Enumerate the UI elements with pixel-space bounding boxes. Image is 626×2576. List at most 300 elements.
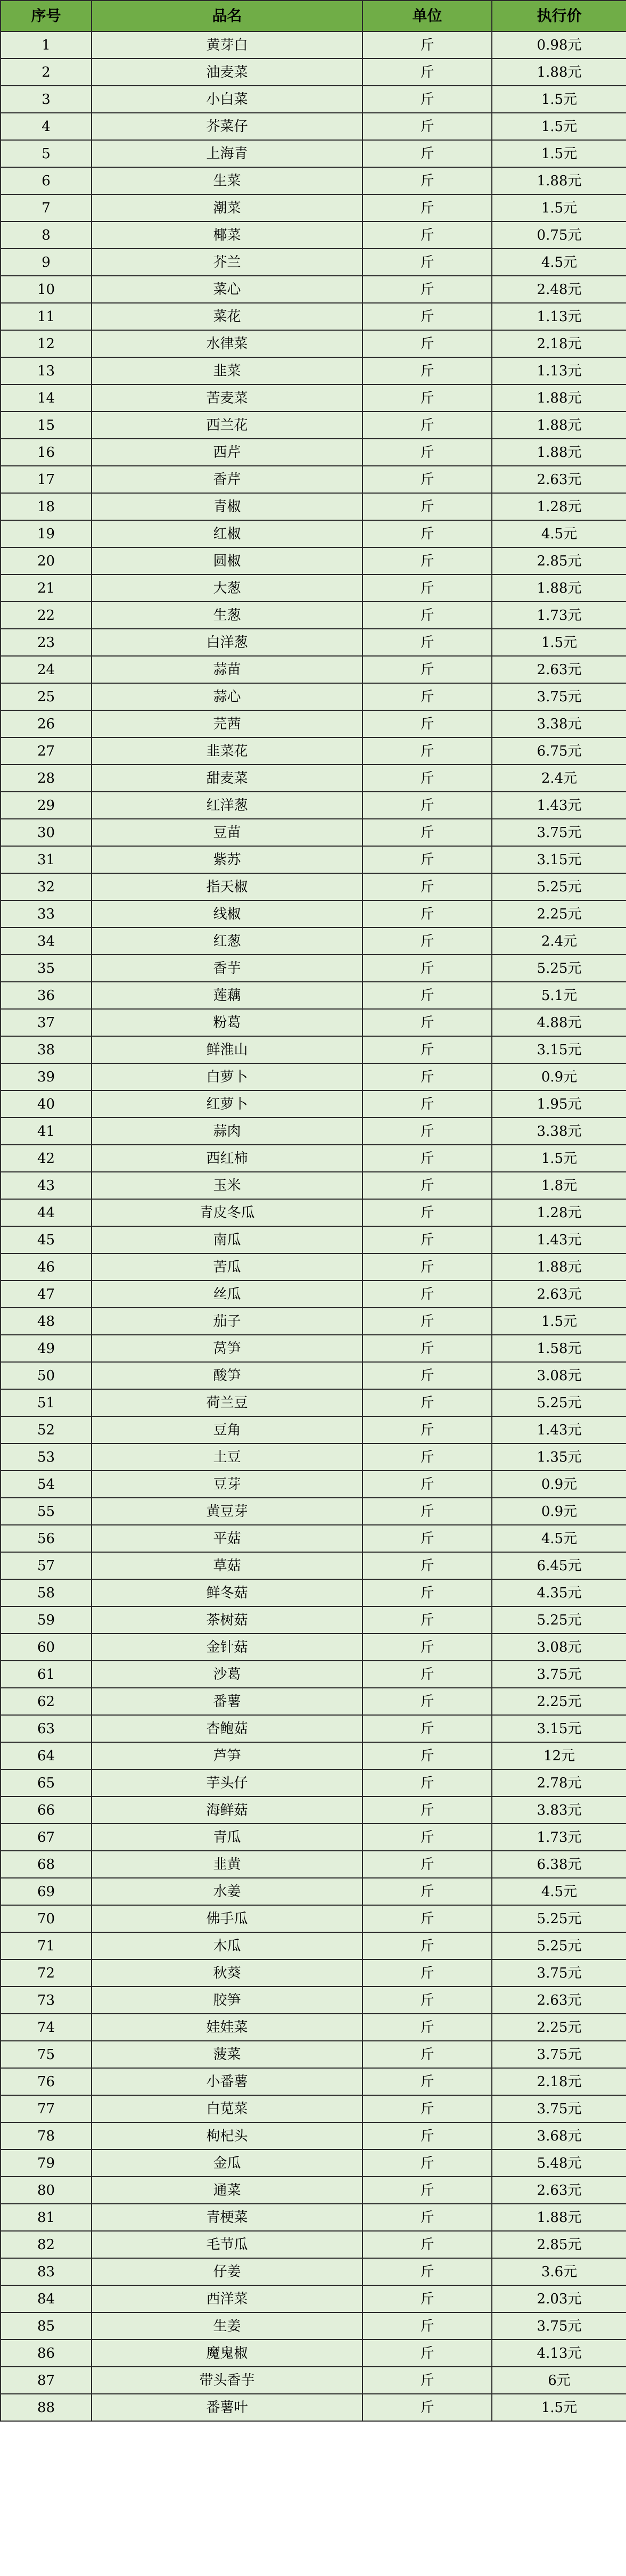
table-row: [1, 2258, 626, 2285]
cell-name: 金针菇: [92, 1634, 363, 1661]
cell-price: 0.9元: [492, 1498, 626, 1525]
cell-name: 生姜: [92, 2312, 363, 2340]
cell-unit: 斤: [363, 1688, 492, 1715]
cell-price: 3.08元: [492, 1634, 626, 1661]
cell-unit: 斤: [363, 1172, 492, 1199]
cell-price: 5.25元: [492, 1932, 626, 1959]
cell-price: 0.9元: [492, 1471, 626, 1498]
cell-index: 17: [1, 466, 92, 493]
table-row: [1, 2150, 626, 2177]
cell-price: 3.15元: [492, 1036, 626, 1063]
cell-unit: 斤: [363, 2312, 492, 2340]
table-row: [1, 1769, 626, 1796]
cell-name: 土豆: [92, 1443, 363, 1471]
cell-name: 沙葛: [92, 1661, 363, 1688]
cell-unit: 斤: [363, 846, 492, 873]
cell-unit: 斤: [363, 710, 492, 737]
cell-name: 西洋菜: [92, 2285, 363, 2312]
cell-price: 1.5元: [492, 194, 626, 221]
table-row: [1, 928, 626, 955]
cell-name: 草菇: [92, 1552, 363, 1579]
cell-index: 12: [1, 330, 92, 357]
header-name: 品名: [92, 1, 363, 31]
table-row: [1, 493, 626, 520]
table-row: [1, 1199, 626, 1226]
table-row: [1, 140, 626, 167]
cell-price: 2.4元: [492, 765, 626, 792]
cell-index: 27: [1, 737, 92, 765]
table-row: [1, 1281, 626, 1308]
cell-index: 41: [1, 1118, 92, 1145]
cell-index: 43: [1, 1172, 92, 1199]
cell-name: 玉米: [92, 1172, 363, 1199]
cell-unit: 斤: [363, 656, 492, 683]
cell-price: 1.5元: [492, 1308, 626, 1335]
cell-index: 39: [1, 1063, 92, 1090]
table-row: [1, 86, 626, 113]
cell-name: 荷兰豆: [92, 1389, 363, 1416]
cell-price: 6.75元: [492, 737, 626, 765]
cell-price: 1.28元: [492, 493, 626, 520]
cell-name: 青瓜: [92, 1824, 363, 1851]
cell-index: 26: [1, 710, 92, 737]
table-row: [1, 683, 626, 710]
cell-name: 番薯叶: [92, 2394, 363, 2421]
table-row: [1, 765, 626, 792]
cell-name: 圆椒: [92, 547, 363, 575]
table-row: [1, 2014, 626, 2041]
cell-name: 佛手瓜: [92, 1905, 363, 1932]
cell-index: 66: [1, 1796, 92, 1824]
cell-index: 20: [1, 547, 92, 575]
cell-name: 苦麦菜: [92, 384, 363, 412]
cell-index: 59: [1, 1606, 92, 1634]
cell-name: 海鲜菇: [92, 1796, 363, 1824]
cell-unit: 斤: [363, 1878, 492, 1905]
cell-name: 枸杞头: [92, 2122, 363, 2150]
cell-name: 蒜心: [92, 683, 363, 710]
cell-unit: 斤: [363, 1471, 492, 1498]
cell-index: 58: [1, 1579, 92, 1606]
table-row: [1, 330, 626, 357]
cell-name: 杏鲍菇: [92, 1715, 363, 1742]
table-row: [1, 1688, 626, 1715]
table-row: [1, 2394, 626, 2421]
table-row: [1, 520, 626, 547]
cell-index: 56: [1, 1525, 92, 1552]
cell-name: 芥菜仔: [92, 113, 363, 140]
table-row: [1, 1661, 626, 1688]
cell-name: 胶笋: [92, 1987, 363, 2014]
cell-name: 红洋葱: [92, 792, 363, 819]
table-row: [1, 303, 626, 330]
cell-index: 36: [1, 982, 92, 1009]
cell-name: 香芋: [92, 955, 363, 982]
cell-name: 蒜肉: [92, 1118, 363, 1145]
cell-price: 3.75元: [492, 2312, 626, 2340]
table-row: [1, 1905, 626, 1932]
table-row: [1, 357, 626, 384]
cell-index: 81: [1, 2204, 92, 2231]
cell-name: 白萝卜: [92, 1063, 363, 1090]
cell-index: 85: [1, 2312, 92, 2340]
table-row: [1, 59, 626, 86]
cell-name: 青皮冬瓜: [92, 1199, 363, 1226]
cell-index: 46: [1, 1253, 92, 1281]
table-row: [1, 1715, 626, 1742]
cell-unit: 斤: [363, 59, 492, 86]
cell-name: 平菇: [92, 1525, 363, 1552]
cell-name: 黄芽白: [92, 31, 363, 59]
cell-unit: 斤: [363, 1552, 492, 1579]
cell-unit: 斤: [363, 1118, 492, 1145]
cell-name: 水姜: [92, 1878, 363, 1905]
cell-price: 4.35元: [492, 1579, 626, 1606]
table-row: [1, 1063, 626, 1090]
table-row: [1, 1118, 626, 1145]
cell-index: 13: [1, 357, 92, 384]
table-row: [1, 2068, 626, 2095]
table-row: [1, 31, 626, 59]
table-row: [1, 167, 626, 194]
cell-price: 1.88元: [492, 1253, 626, 1281]
cell-unit: 斤: [363, 1226, 492, 1253]
cell-price: 3.15元: [492, 1715, 626, 1742]
cell-unit: 斤: [363, 1498, 492, 1525]
cell-price: 1.73元: [492, 1824, 626, 1851]
cell-name: 白洋葱: [92, 629, 363, 656]
table-row: [1, 1552, 626, 1579]
table-row: [1, 1851, 626, 1878]
cell-index: 76: [1, 2068, 92, 2095]
cell-price: 3.83元: [492, 1796, 626, 1824]
table-row: [1, 1987, 626, 2014]
table-row: [1, 1796, 626, 1824]
cell-unit: 斤: [363, 113, 492, 140]
cell-index: 4: [1, 113, 92, 140]
header-unit: 单位: [363, 1, 492, 31]
cell-name: 甜麦菜: [92, 765, 363, 792]
cell-name: 莲藕: [92, 982, 363, 1009]
cell-name: 木瓜: [92, 1932, 363, 1959]
table-row: [1, 900, 626, 928]
cell-index: 74: [1, 2014, 92, 2041]
cell-unit: 斤: [363, 1063, 492, 1090]
cell-price: 1.43元: [492, 1416, 626, 1443]
table-row: [1, 2231, 626, 2258]
cell-price: 3.38元: [492, 710, 626, 737]
cell-name: 鲜淮山: [92, 1036, 363, 1063]
cell-unit: 斤: [363, 384, 492, 412]
cell-unit: 斤: [363, 1090, 492, 1118]
table-row: [1, 1335, 626, 1362]
table-row: [1, 1362, 626, 1389]
cell-index: 65: [1, 1769, 92, 1796]
cell-name: 韭菜: [92, 357, 363, 384]
cell-index: 18: [1, 493, 92, 520]
cell-unit: 斤: [363, 2095, 492, 2122]
cell-price: 2.25元: [492, 1688, 626, 1715]
cell-price: 3.08元: [492, 1362, 626, 1389]
cell-price: 1.43元: [492, 1226, 626, 1253]
cell-name: 油麦菜: [92, 59, 363, 86]
cell-unit: 斤: [363, 357, 492, 384]
cell-price: 2.4元: [492, 928, 626, 955]
cell-name: 茶树菇: [92, 1606, 363, 1634]
cell-index: 51: [1, 1389, 92, 1416]
table-row: [1, 2177, 626, 2204]
cell-price: 3.15元: [492, 846, 626, 873]
cell-index: 15: [1, 412, 92, 439]
cell-index: 55: [1, 1498, 92, 1525]
cell-name: 菜心: [92, 276, 363, 303]
cell-unit: 斤: [363, 873, 492, 900]
table-row: [1, 412, 626, 439]
cell-price: 0.75元: [492, 221, 626, 249]
cell-unit: 斤: [363, 1525, 492, 1552]
cell-price: 3.38元: [492, 1118, 626, 1145]
table-row: [1, 384, 626, 412]
table-row: [1, 656, 626, 683]
cell-name: 红葱: [92, 928, 363, 955]
cell-price: 1.88元: [492, 412, 626, 439]
cell-price: 6.45元: [492, 1552, 626, 1579]
cell-price: 1.88元: [492, 59, 626, 86]
table-row: [1, 1090, 626, 1118]
cell-unit: 斤: [363, 982, 492, 1009]
cell-name: 南瓜: [92, 1226, 363, 1253]
cell-name: 带头香芋: [92, 2367, 363, 2394]
cell-name: 水律菜: [92, 330, 363, 357]
cell-index: 84: [1, 2285, 92, 2312]
cell-unit: 斤: [363, 2285, 492, 2312]
cell-unit: 斤: [363, 575, 492, 602]
cell-price: 3.75元: [492, 1661, 626, 1688]
table-row: [1, 1226, 626, 1253]
cell-price: 1.88元: [492, 384, 626, 412]
table-row: [1, 2367, 626, 2394]
cell-name: 红萝卜: [92, 1090, 363, 1118]
cell-unit: 斤: [363, 629, 492, 656]
cell-unit: 斤: [363, 1959, 492, 1987]
cell-unit: 斤: [363, 683, 492, 710]
cell-name: 小番薯: [92, 2068, 363, 2095]
cell-name: 芥兰: [92, 249, 363, 276]
cell-unit: 斤: [363, 493, 492, 520]
cell-index: 1: [1, 31, 92, 59]
cell-price: 1.35元: [492, 1443, 626, 1471]
cell-name: 青椒: [92, 493, 363, 520]
cell-index: 42: [1, 1145, 92, 1172]
table-row: [1, 955, 626, 982]
cell-unit: 斤: [363, 602, 492, 629]
cell-price: 3.75元: [492, 1959, 626, 1987]
cell-price: 2.63元: [492, 1987, 626, 2014]
cell-index: 5: [1, 140, 92, 167]
table-row: [1, 1443, 626, 1471]
cell-index: 71: [1, 1932, 92, 1959]
table-row: [1, 1742, 626, 1769]
cell-index: 40: [1, 1090, 92, 1118]
cell-unit: 斤: [363, 1905, 492, 1932]
cell-index: 75: [1, 2041, 92, 2068]
cell-price: 2.03元: [492, 2285, 626, 2312]
cell-price: 2.85元: [492, 2231, 626, 2258]
cell-unit: 斤: [363, 1579, 492, 1606]
cell-index: 25: [1, 683, 92, 710]
cell-price: 5.25元: [492, 1606, 626, 1634]
table-row: [1, 1145, 626, 1172]
cell-unit: 斤: [363, 466, 492, 493]
cell-unit: 斤: [363, 955, 492, 982]
cell-unit: 斤: [363, 140, 492, 167]
cell-price: 2.25元: [492, 900, 626, 928]
cell-index: 35: [1, 955, 92, 982]
cell-index: 77: [1, 2095, 92, 2122]
cell-price: 1.88元: [492, 2204, 626, 2231]
cell-unit: 斤: [363, 2340, 492, 2367]
cell-name: 豆角: [92, 1416, 363, 1443]
table-row: [1, 1959, 626, 1987]
cell-price: 4.88元: [492, 1009, 626, 1036]
cell-index: 28: [1, 765, 92, 792]
cell-name: 蒜苗: [92, 656, 363, 683]
cell-price: 2.48元: [492, 276, 626, 303]
cell-index: 57: [1, 1552, 92, 1579]
table-row: [1, 873, 626, 900]
cell-unit: 斤: [363, 1362, 492, 1389]
cell-unit: 斤: [363, 2258, 492, 2285]
cell-unit: 斤: [363, 31, 492, 59]
cell-price: 1.73元: [492, 602, 626, 629]
cell-price: 2.18元: [492, 2068, 626, 2095]
cell-unit: 斤: [363, 2367, 492, 2394]
cell-unit: 斤: [363, 1606, 492, 1634]
table-row: [1, 1525, 626, 1552]
cell-unit: 斤: [363, 249, 492, 276]
table-row: [1, 629, 626, 656]
cell-name: 指天椒: [92, 873, 363, 900]
cell-price: 2.18元: [492, 330, 626, 357]
cell-index: 10: [1, 276, 92, 303]
cell-name: 红椒: [92, 520, 363, 547]
table-row: [1, 1579, 626, 1606]
cell-unit: 斤: [363, 2204, 492, 2231]
cell-name: 芫茜: [92, 710, 363, 737]
cell-name: 通菜: [92, 2177, 363, 2204]
cell-unit: 斤: [363, 2177, 492, 2204]
cell-price: 5.1元: [492, 982, 626, 1009]
cell-unit: 斤: [363, 1742, 492, 1769]
table-row: [1, 1389, 626, 1416]
cell-index: 16: [1, 439, 92, 466]
table-row: [1, 113, 626, 140]
cell-index: 37: [1, 1009, 92, 1036]
cell-index: 82: [1, 2231, 92, 2258]
cell-price: 3.6元: [492, 2258, 626, 2285]
cell-name: 豆苗: [92, 819, 363, 846]
cell-name: 韭菜花: [92, 737, 363, 765]
cell-price: 1.43元: [492, 792, 626, 819]
cell-name: 香芹: [92, 466, 363, 493]
table-row: [1, 819, 626, 846]
cell-unit: 斤: [363, 1715, 492, 1742]
table-row: [1, 1172, 626, 1199]
cell-unit: 斤: [363, 1281, 492, 1308]
cell-unit: 斤: [363, 1253, 492, 1281]
cell-unit: 斤: [363, 2068, 492, 2095]
cell-index: 79: [1, 2150, 92, 2177]
cell-unit: 斤: [363, 819, 492, 846]
table-row: [1, 575, 626, 602]
cell-index: 86: [1, 2340, 92, 2367]
cell-price: 3.68元: [492, 2122, 626, 2150]
cell-price: 12元: [492, 1742, 626, 1769]
cell-unit: 斤: [363, 928, 492, 955]
cell-name: 仔姜: [92, 2258, 363, 2285]
cell-index: 60: [1, 1634, 92, 1661]
cell-index: 48: [1, 1308, 92, 1335]
table-row: [1, 249, 626, 276]
table-row: [1, 2340, 626, 2367]
cell-unit: 斤: [363, 520, 492, 547]
cell-price: 4.5元: [492, 249, 626, 276]
cell-unit: 斤: [363, 1335, 492, 1362]
table-row: [1, 1036, 626, 1063]
cell-price: 1.5元: [492, 1145, 626, 1172]
table-row: [1, 2122, 626, 2150]
cell-name: 上海青: [92, 140, 363, 167]
cell-price: 3.75元: [492, 819, 626, 846]
cell-name: 椰菜: [92, 221, 363, 249]
cell-unit: 斤: [363, 2394, 492, 2421]
cell-price: 2.85元: [492, 547, 626, 575]
cell-name: 西兰花: [92, 412, 363, 439]
cell-unit: 斤: [363, 900, 492, 928]
cell-name: 生菜: [92, 167, 363, 194]
cell-unit: 斤: [363, 1389, 492, 1416]
table-row: [1, 221, 626, 249]
cell-unit: 斤: [363, 1932, 492, 1959]
cell-name: 金瓜: [92, 2150, 363, 2177]
cell-index: 34: [1, 928, 92, 955]
cell-price: 1.5元: [492, 140, 626, 167]
cell-name: 小白菜: [92, 86, 363, 113]
cell-unit: 斤: [363, 1824, 492, 1851]
table-row: [1, 1416, 626, 1443]
cell-index: 87: [1, 2367, 92, 2394]
table-row: [1, 1009, 626, 1036]
cell-price: 6.38元: [492, 1851, 626, 1878]
cell-name: 线椒: [92, 900, 363, 928]
table-row: [1, 1932, 626, 1959]
cell-price: 1.5元: [492, 113, 626, 140]
cell-name: 毛节瓜: [92, 2231, 363, 2258]
cell-unit: 斤: [363, 1199, 492, 1226]
cell-index: 44: [1, 1199, 92, 1226]
cell-unit: 斤: [363, 1145, 492, 1172]
table-row: [1, 439, 626, 466]
cell-price: 4.5元: [492, 1878, 626, 1905]
cell-index: 50: [1, 1362, 92, 1389]
table-row: [1, 276, 626, 303]
cell-name: 魔鬼椒: [92, 2340, 363, 2367]
cell-price: 1.5元: [492, 86, 626, 113]
cell-index: 9: [1, 249, 92, 276]
cell-name: 西红柿: [92, 1145, 363, 1172]
cell-unit: 斤: [363, 1987, 492, 2014]
cell-price: 2.63元: [492, 466, 626, 493]
